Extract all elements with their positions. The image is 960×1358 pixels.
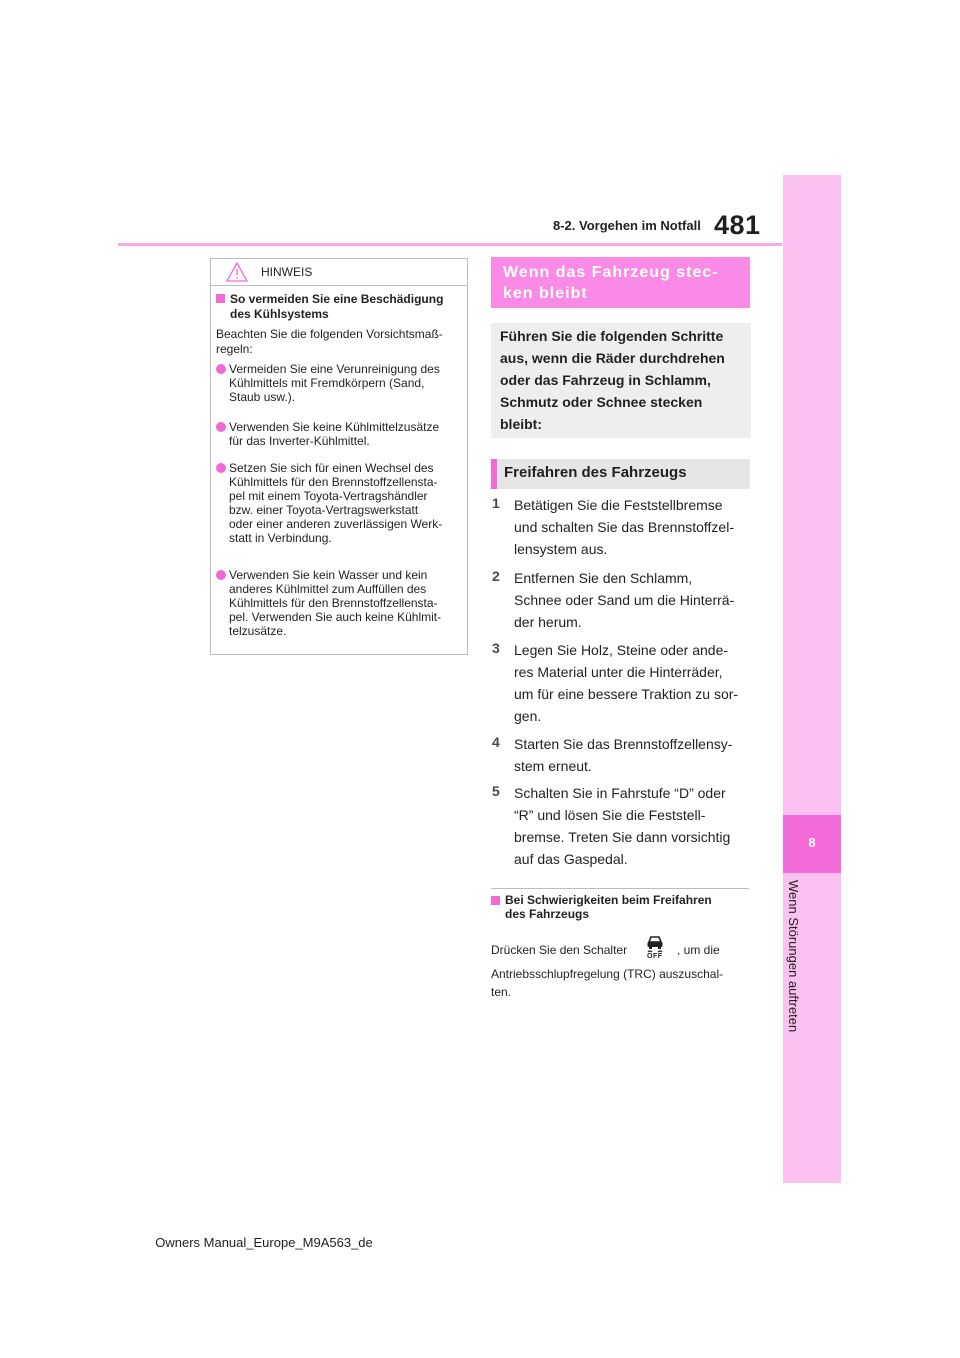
notice-bullet: [229, 362, 440, 404]
bullet-line: für das Inverter-Kühlmittel.: [229, 434, 370, 448]
bullet-line: anderes Kühlmittel zum Auffüllen des: [229, 582, 427, 596]
bullet-line: Kühlmittels für den Brennstoffzellensta-: [229, 596, 438, 610]
step-line: Entfernen Sie den Schlamm,: [514, 570, 693, 586]
sub-heading: Freifahren des Fahrzeugs: [504, 464, 687, 481]
bullet-line: Kühlmittels mit Fremdkörpern (Sand,: [229, 376, 425, 390]
warning-triangle-icon: [226, 262, 248, 287]
chapter-number: 8: [808, 835, 816, 850]
tip-title-line: des Fahrzeugs: [505, 907, 590, 921]
intro-line: oder das Fahrzeug in Schlamm,: [500, 372, 711, 388]
square-bullet-icon: [216, 294, 225, 303]
step-number: 1: [492, 495, 500, 511]
trc-off-switch-icon: [643, 933, 667, 966]
step-line: Schalten Sie in Fahrstufe “D” oder: [514, 785, 726, 801]
intro-line: bleibt:: [500, 416, 542, 432]
step-number: 5: [492, 783, 500, 799]
bullet-line: bzw. einer Toyota-Vertragswerkstatt: [229, 503, 419, 517]
bullet-line: Verwenden Sie keine Kühlmittelzusätze: [229, 420, 440, 434]
bullet-line: telzusätze.: [229, 624, 287, 638]
tip-title-line: Bei Schwierigkeiten beim Freifahren: [505, 893, 712, 907]
round-bullet-icon: [216, 463, 226, 473]
round-bullet-icon: [216, 364, 226, 374]
notice-intro-line: Beachten Sie die folgenden Vorsichtsmaß-: [216, 327, 443, 341]
bullet-line: Vermeiden Sie eine Verunreinigung des: [229, 362, 440, 376]
sub-heading-accent: [491, 459, 497, 489]
notice-heading-line: des Kühlsystems: [230, 307, 329, 321]
chapter-title: Wenn Störungen auftreten: [786, 880, 801, 1033]
section-heading: [503, 262, 719, 304]
step-line: stem erneut.: [514, 758, 592, 774]
notice-bullet: [229, 461, 442, 545]
step-line: der herum.: [514, 614, 582, 630]
tip-line: Antriebsschlupfregelung (TRC) auszuschal-: [491, 967, 724, 981]
square-bullet-icon: [491, 896, 500, 905]
tip-title: [505, 893, 712, 921]
round-bullet-icon: [216, 422, 226, 432]
step-line: res Material unter die Hinterräder,: [514, 664, 723, 680]
step-number: 4: [492, 734, 500, 750]
intro-line: Schmutz oder Schnee stecken: [500, 394, 703, 410]
bullet-line: pel. Verwenden Sie auch keine Kühlmit-: [229, 610, 442, 624]
step-number: 2: [492, 568, 500, 584]
notice-header: [210, 258, 468, 286]
notice-bullet: [229, 420, 439, 448]
step-line: Betätigen Sie die Feststellbremse: [514, 497, 723, 513]
bullet-line: Verwenden Sie kein Wasser und kein: [229, 568, 428, 582]
step-line: und schalten Sie das Brennstoffzel-: [514, 519, 734, 535]
bullet-line: Staub usw.).: [229, 390, 296, 404]
step-line: Starten Sie das Brennstoffzellensy-: [514, 736, 733, 752]
bullet-line: oder einer anderen zuverlässigen Werk-: [229, 517, 443, 531]
page-number: 481: [714, 210, 761, 240]
step-line: lensystem aus.: [514, 541, 608, 557]
trc-off-label: OFF: [647, 953, 663, 960]
notice-heading: [216, 292, 443, 306]
step-line: bremse. Treten Sie dann vorsichtig: [514, 829, 731, 845]
bullet-line: pel mit einem Toyota-Vertragshändler: [229, 489, 428, 503]
round-bullet-icon: [216, 570, 226, 580]
notice-title: HINWEIS: [261, 265, 313, 279]
step-line: Legen Sie Holz, Steine oder ande-: [514, 642, 729, 658]
intro-line: Führen Sie die folgenden Schritte: [500, 328, 724, 344]
bullet-line: Setzen Sie sich für einen Wechsel des: [229, 461, 434, 475]
section-heading-line: Wenn das Fahrzeug stec-: [503, 264, 719, 281]
step-line: “R” und lösen Sie die Feststell-: [514, 807, 706, 823]
tip-line: ten.: [491, 985, 512, 999]
step-line: auf das Gaspedal.: [514, 851, 628, 867]
tip-divider: [491, 888, 749, 889]
bullet-line: Kühlmittels für den Brennstoffzellensta-: [229, 475, 438, 489]
tip-text-before: Drücken Sie den Schalter: [491, 943, 628, 957]
notice-intro-line: regeln:: [216, 342, 253, 356]
step-number: 3: [492, 640, 500, 656]
notice-bullet: [229, 568, 441, 638]
intro-text: [500, 325, 750, 435]
bullet-line: statt in Verbindung.: [229, 531, 332, 545]
step-line: Schnee oder Sand um die Hinterrä-: [514, 592, 735, 608]
footer: Owners Manual_Europe_M9A563_de: [155, 1235, 373, 1250]
header-rule: [118, 243, 782, 246]
notice-heading-line: So vermeiden Sie eine Beschädigung: [230, 292, 444, 306]
tip-text-after: , um die: [677, 943, 720, 957]
step-line: um für eine bessere Traktion zu sor-: [514, 686, 739, 702]
step-line: gen.: [514, 708, 542, 724]
section-heading-line: ken bleibt: [503, 285, 588, 302]
intro-line: aus, wenn die Räder durchdrehen: [500, 350, 725, 366]
section-title: 8-2. Vorgehen im Notfall: [553, 218, 701, 233]
